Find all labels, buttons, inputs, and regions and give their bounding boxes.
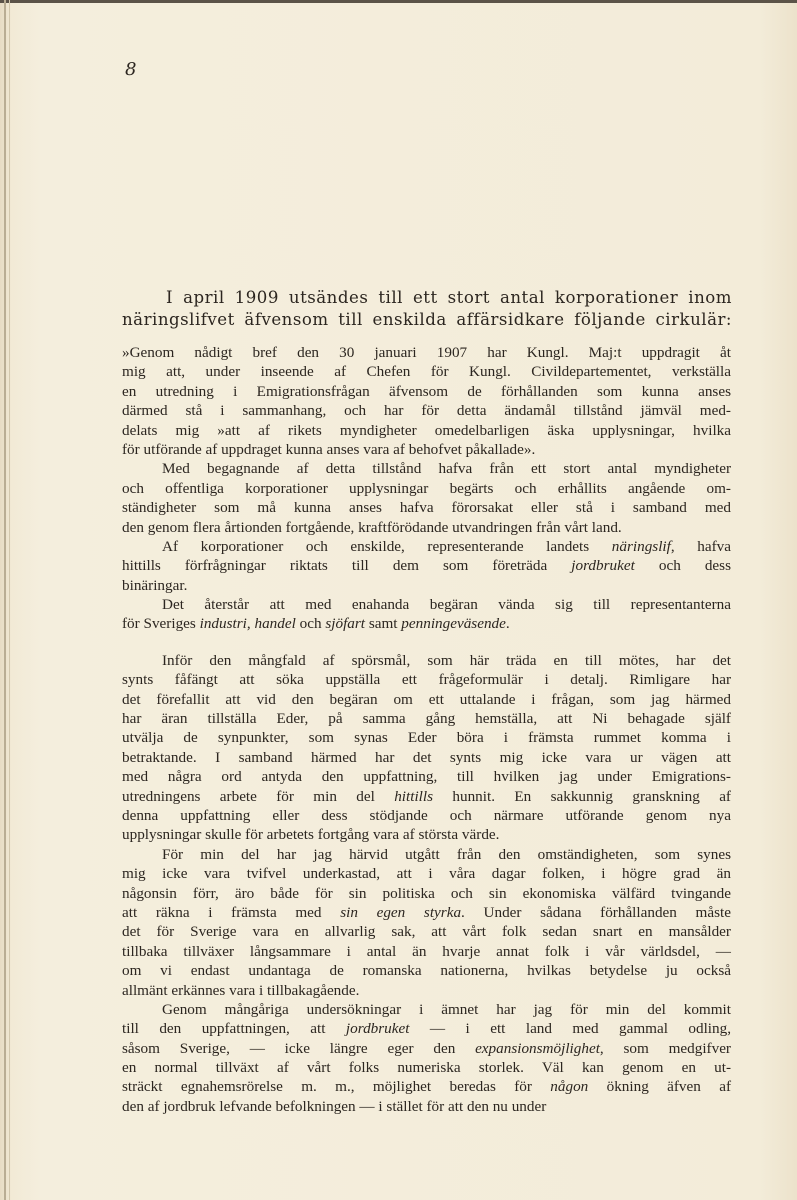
text-segment: till den uppfattningen, att bbox=[122, 1020, 346, 1038]
text-segment: mig icke vara tvifvel underkastad, att i våra dagar folken, i högre grad än bbox=[122, 865, 731, 883]
text-segment: synts fåfängt att söka uppställa ett frågeformulär i detalj. Rimligare har bbox=[122, 671, 731, 689]
text-line bbox=[122, 1000, 731, 1019]
text-line bbox=[122, 942, 731, 961]
text-segment: Med begagnande af detta tillstånd hafva från ett stort antal myndigheter bbox=[162, 460, 731, 478]
text-segment: och bbox=[295, 615, 326, 633]
italic-term: näringslif bbox=[611, 537, 671, 555]
text-line bbox=[122, 362, 731, 381]
text-line bbox=[122, 709, 731, 728]
text-line bbox=[122, 1058, 731, 1077]
text-segment: att räkna i främsta med bbox=[122, 903, 341, 921]
text-line bbox=[122, 1039, 731, 1058]
text-line bbox=[122, 343, 731, 362]
text-segment: sträckt egnahemsrörelse m. m., möjlighet beredas för bbox=[122, 1078, 551, 1096]
text-segment: det förefallit att vid den begäran om ett uttalande i frågan, som jag härmed bbox=[122, 690, 731, 708]
text-segment: en utredning i Emigrationsfrågan äfvensom de förhållanden som kunna anses bbox=[122, 382, 731, 400]
text-segment: hittills förfrågningar riktats till dem som företräda bbox=[122, 557, 572, 575]
text-segment: därmed stå i sammanhang, och har för detta ändamål tillstånd jämväl med- bbox=[122, 402, 731, 420]
circular-text bbox=[122, 343, 731, 1116]
text-line bbox=[122, 401, 731, 420]
text-segment: »Genom nådigt bref den 30 januari 1907 har Kungl. Maj:t uppdragit åt bbox=[122, 344, 731, 361]
intro-line-1: I april 1909 utsändes till ett stort antal korporationer inom bbox=[166, 288, 732, 307]
text-line bbox=[122, 748, 731, 767]
text-line bbox=[122, 981, 731, 1000]
text-segment: allmänt erkännes vara i tillbakagående. bbox=[122, 981, 360, 999]
text-segment: för Sveriges bbox=[122, 615, 200, 633]
text-segment: har äran tillställa Eder, på samma gång hemställa, att Ni behagade själf bbox=[122, 710, 731, 728]
text-segment: med några ord antyda den uppfattning, till hvilken jag under Emigrations- bbox=[122, 768, 731, 786]
text-segment: det för Sverige vara en allvarlig sak, att vårt folk sedan snart en mansålder bbox=[122, 923, 731, 941]
text-segment: hunnit. En sakkunnig granskning af bbox=[433, 787, 731, 805]
text-segment: såsom Sverige, — icke längre eger den bbox=[122, 1039, 476, 1057]
text-segment: mig att, under inseende af Chefen för Kungl. Civildepartementet, verkställa bbox=[122, 363, 731, 381]
text-segment: upplysningar skulle för arbetets fortgång vara af största värde. bbox=[122, 826, 500, 844]
text-line bbox=[122, 1097, 731, 1116]
text-segment: utvälja de synpunkter, som synas Eder böra i främsta rummet komma i bbox=[122, 729, 731, 747]
text-line bbox=[122, 670, 731, 689]
italic-term: sjöfart bbox=[325, 615, 366, 633]
italic-term: penningeväsende bbox=[401, 615, 506, 633]
text-segment: , som medgifver bbox=[599, 1039, 731, 1057]
text-line bbox=[122, 825, 731, 844]
italic-term: sin egen styrka bbox=[340, 903, 462, 921]
text-line bbox=[122, 787, 731, 806]
text-line bbox=[122, 690, 731, 709]
text-line bbox=[122, 884, 731, 903]
text-line bbox=[122, 479, 731, 498]
text-segment: och offentliga korporationer upplysningar begärts och erhållits angående om- bbox=[122, 479, 731, 497]
text-segment: . Under sådana förhållanden måste bbox=[461, 903, 731, 921]
page-number: 8 bbox=[125, 59, 137, 80]
text-segment: ständigheter som må kunna anses hafva förorsakat eller stå i samband med bbox=[122, 499, 731, 517]
text-segment: binäringar. bbox=[122, 576, 188, 594]
text-line bbox=[122, 537, 731, 556]
text-line bbox=[122, 903, 731, 922]
text-line bbox=[122, 961, 731, 980]
text-line bbox=[122, 922, 731, 941]
intro-line-2: näringslifvet äfvensom till enskilda affärsidkare följande cirkulär: bbox=[122, 309, 732, 329]
text-line bbox=[122, 767, 731, 786]
text-line bbox=[122, 651, 731, 670]
circular-part-2 bbox=[122, 651, 731, 1116]
text-segment: Det återstår att med enahanda begäran vända sig till representanterna bbox=[162, 596, 731, 614]
text-segment: , bbox=[246, 615, 255, 633]
text-line bbox=[122, 614, 731, 633]
text-segment: ökning äfven af bbox=[588, 1078, 731, 1096]
text-segment: betraktande. I samband härmed har det synts mig icke vara ur vägen att bbox=[122, 748, 731, 766]
text-segment: tillbaka tillväxer långsammare i antal än hvarje annat folk i vår världsdel, — bbox=[122, 942, 731, 960]
text-line bbox=[122, 556, 731, 575]
text-segment: den genom flera årtionden fortgående, kraftförödande utvandringen från vårt land. bbox=[122, 518, 622, 536]
text-line bbox=[122, 440, 731, 459]
text-segment: och dess bbox=[634, 557, 731, 575]
text-line bbox=[122, 1077, 731, 1096]
text-segment: Af korporationer och enskilde, representerande landets bbox=[162, 537, 612, 555]
italic-term: hittills bbox=[394, 787, 434, 805]
text-line bbox=[122, 576, 731, 595]
text-segment: samt bbox=[365, 615, 402, 633]
italic-term: någon bbox=[550, 1078, 589, 1096]
italic-term: expansionsmöjlighet bbox=[475, 1039, 600, 1057]
circular-part-1 bbox=[122, 343, 731, 634]
text-segment: Genom mångåriga undersökningar i ämnet har jag för min del kommit bbox=[162, 1000, 731, 1018]
text-line bbox=[122, 498, 731, 517]
text-line bbox=[122, 1019, 731, 1038]
italic-term: industri bbox=[199, 615, 247, 633]
text-line bbox=[122, 806, 731, 825]
text-segment: en normal tillväxt af vårt folks numeriska storlek. Väl kan genom en ut- bbox=[122, 1059, 731, 1077]
text-line bbox=[122, 382, 731, 401]
text-line bbox=[122, 845, 731, 864]
text-line bbox=[122, 595, 731, 614]
text-segment: denna uppfattning eller dess stödjande och närmare utförande genom nya bbox=[122, 806, 731, 824]
text-segment: Inför den mångfald af spörsmål, som här träda en till mötes, har det bbox=[162, 651, 731, 669]
italic-term: jordbruket bbox=[345, 1020, 410, 1038]
section-gap bbox=[122, 634, 731, 651]
top-edge-rule bbox=[0, 0, 797, 3]
text-line bbox=[122, 421, 731, 440]
italic-term: jordbruket bbox=[571, 557, 635, 575]
text-segment: utredningens arbete för min del bbox=[122, 787, 395, 805]
italic-term: handel bbox=[254, 615, 296, 633]
binding-edge bbox=[4, 0, 6, 1200]
text-segment: för utförande af uppdraget kunna anses vara af behofvet påkallade». bbox=[122, 440, 536, 458]
text-line bbox=[122, 728, 731, 747]
text-line bbox=[122, 518, 731, 537]
intro-paragraph bbox=[122, 287, 732, 330]
text-segment: någonsin förr, äro både för sin politiska och sin ekonomiska välfärd tvingande bbox=[122, 884, 731, 902]
text-segment: delats mig »att af rikets myndigheter omedelbarligen äska upplysningar, hvilka bbox=[122, 421, 731, 439]
text-segment: om vi endast undantaga de romanska nationerna, hvilkas betydelse ju också bbox=[122, 962, 731, 980]
text-line bbox=[122, 459, 731, 478]
text-segment: , hafva bbox=[670, 537, 731, 555]
text-segment: — i ett land med gammal odling, bbox=[409, 1020, 732, 1038]
text-line bbox=[122, 864, 731, 883]
text-segment: . bbox=[505, 615, 510, 633]
binding-edge-inner bbox=[9, 0, 10, 1200]
text-segment: den af jordbruk lefvande befolkningen — i stället för att den nu under bbox=[122, 1097, 547, 1115]
text-segment: För min del har jag härvid utgått från den omständigheten, som synes bbox=[162, 845, 731, 863]
